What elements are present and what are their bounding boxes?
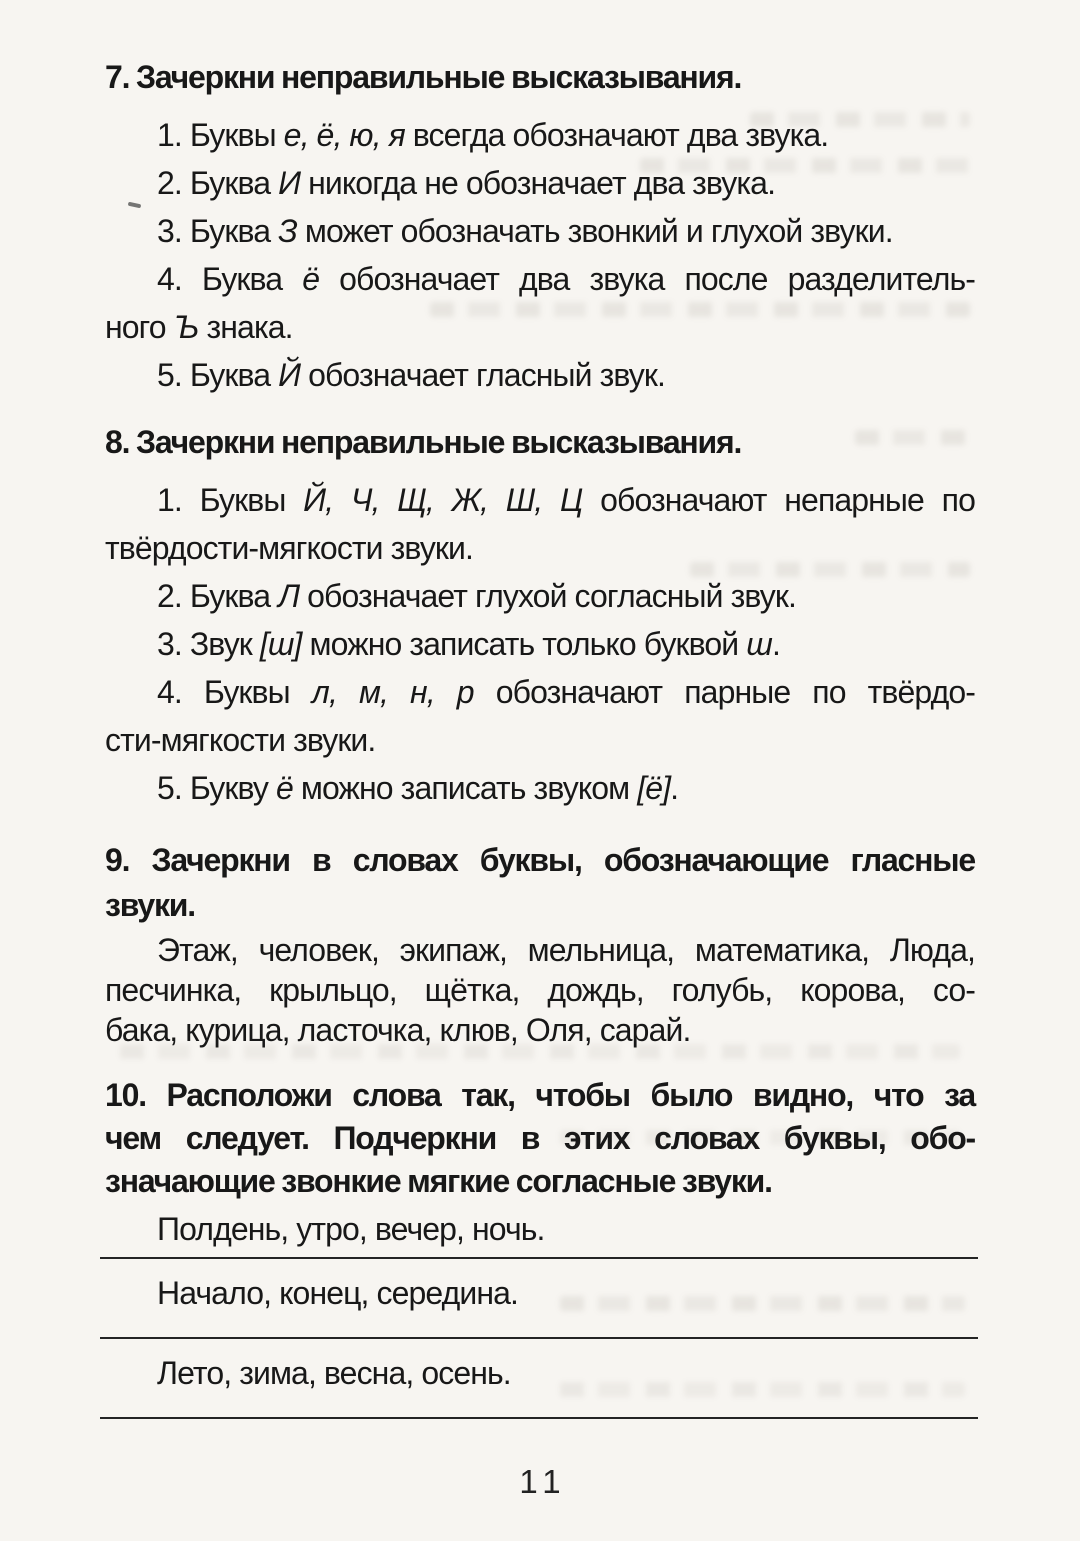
page-number: 11 <box>519 1463 568 1500</box>
answer-row <box>105 1339 975 1419</box>
exercise-10-given-words: Полдень, утро, вечер, ночь. <box>157 1211 545 1247</box>
exercise-8-statement-1-line-1: 1. Буквы Й, Ч, Щ, Ж, Ш, Ц обозначают непарные по <box>157 482 975 518</box>
answer-row <box>105 1259 975 1339</box>
exercise-9-title <box>105 838 975 928</box>
exercise-8-title: 8. Зачеркни неправильные высказывания. <box>105 424 742 460</box>
exercise-7-statement-1: 1. Буквы е, ё, ю, я всегда обозначают два звука. <box>157 117 829 153</box>
exercise-8-statement-4-line-1: 4. Буквы л, м, н, р обозначают парные по твёрдо- <box>157 674 975 710</box>
writing-line <box>100 1417 978 1419</box>
exercise-7-title: 7. Зачеркни неправильные высказывания. <box>105 59 742 95</box>
exercise-9-title-line-2: звуки. <box>105 887 195 923</box>
exercise-8 <box>105 419 975 812</box>
exercise-8-statement-2: 2. Буква Л обозначает глухой согласный звук. <box>157 578 796 614</box>
exercise-7-statement-4-line-2: ного Ъ знака. <box>105 309 293 345</box>
exercise-10-answer-2: Лето, зима, весна, осень. <box>157 1355 511 1391</box>
word-list-line-2: песчинка, крыльцо, щётка, дождь, голубь, корова, со- <box>105 972 975 1008</box>
exercise-9-title-line-1: 9. Зачеркни в словах буквы, обозначающие гласные <box>105 842 975 878</box>
exercise-10-title <box>105 1074 975 1203</box>
exercise-7-statement-2: 2. Буква И никогда не обозначает два звука. <box>157 165 776 201</box>
exercise-10 <box>105 1074 975 1419</box>
exercise-8-statement-1-line-2: твёрдости-мягкости звуки. <box>105 530 473 566</box>
exercise-8-statement-3: 3. Звук [ш] можно записать только буквой ш. <box>157 626 780 662</box>
exercise-8-statement-5: 5. Букву ё можно записать звуком [ё]. <box>157 770 679 806</box>
exercise-10-title-line-3: значающие звонкие мягкие согласные звуки. <box>105 1163 772 1199</box>
exercise-9-word-list <box>105 930 975 1050</box>
exercise-7-statement-4-line-1: 4. Буква ё обозначает два звука после разделитель- <box>157 261 975 297</box>
exercise-7-statement-5: 5. Буква Й обозначает гласный звук. <box>157 357 665 393</box>
exercise-10-title-line-1: 10. Расположи слова так, чтобы было видно, что за <box>105 1077 975 1113</box>
exercise-8-statement-4-line-2: сти-мягкости звуки. <box>105 722 376 758</box>
exercise-7-statement-3: 3. Буква З может обозначать звонкий и глухой звуки. <box>157 213 893 249</box>
exercise-7 <box>105 54 975 399</box>
exercise-10-answer-1: Начало, конец, середина. <box>157 1275 519 1311</box>
word-list-line-3: бака, курица, ласточка, клюв, Оля, сарай. <box>105 1012 691 1048</box>
page-content <box>105 54 975 1501</box>
exercise-10-title-line-2: чем следует. Подчеркни в этих словах буквы, обо- <box>105 1120 975 1156</box>
word-list-line-1: Этаж, человек, экипаж, мельница, математика, Люда, <box>157 932 975 968</box>
exercise-9 <box>105 838 975 1050</box>
